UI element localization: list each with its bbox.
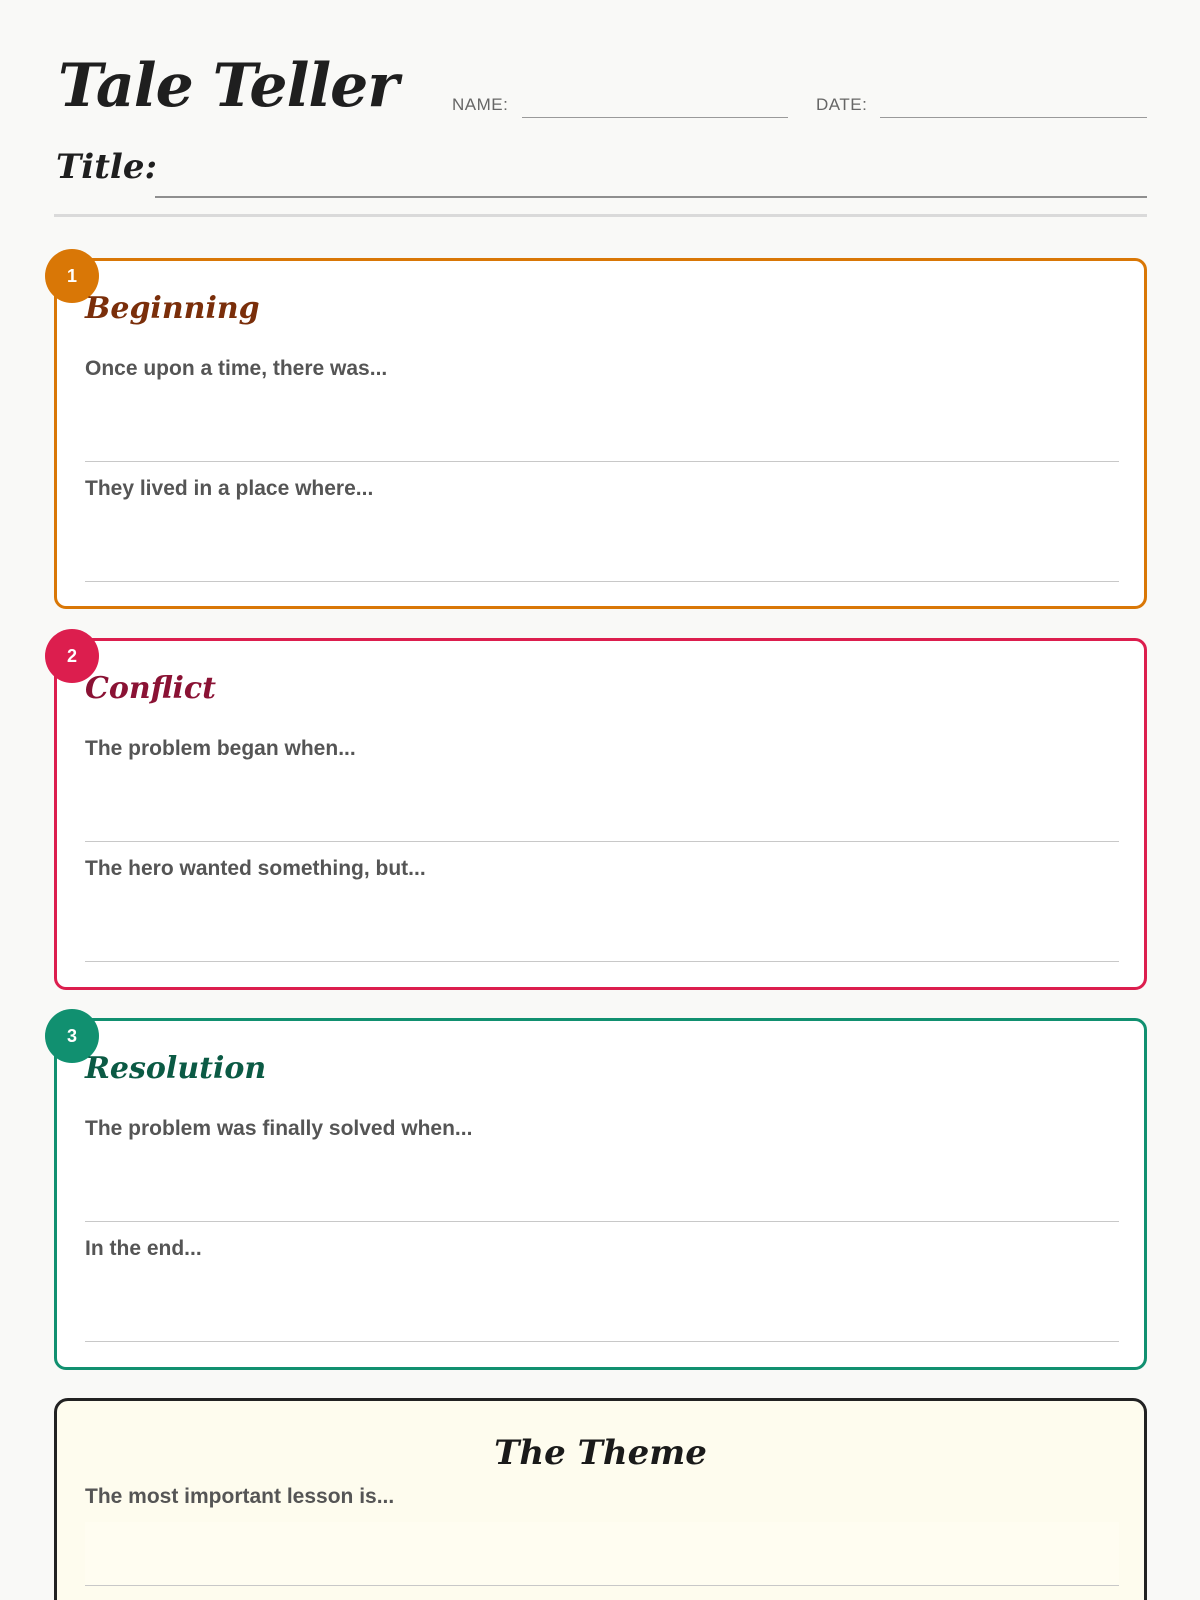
theme-answer-box[interactable] — [85, 1522, 1119, 1586]
section-title: Conflict — [85, 671, 217, 706]
app-title: Tale Teller — [58, 51, 398, 121]
section-conflict — [54, 638, 1147, 990]
prompt-text: Once upon a time, there was... — [85, 357, 388, 380]
step-badge: 3 — [45, 1009, 99, 1063]
answer-line[interactable] — [85, 461, 1119, 462]
answer-line[interactable] — [85, 1341, 1119, 1342]
title-field[interactable] — [155, 196, 1147, 198]
answer-line[interactable] — [85, 841, 1119, 842]
section-title: Beginning — [85, 291, 260, 326]
date-label: DATE: — [816, 95, 868, 114]
theme-title: The Theme — [494, 1433, 707, 1473]
title-label: Title: — [56, 147, 158, 187]
step-badge: 1 — [45, 249, 99, 303]
prompt-text: They lived in a place where... — [85, 477, 374, 500]
date-field[interactable] — [880, 117, 1147, 118]
section-beginning — [54, 258, 1147, 609]
step-badge: 2 — [45, 629, 99, 683]
section-theme — [54, 1398, 1147, 1600]
answer-line[interactable] — [85, 1221, 1119, 1222]
prompt-text: In the end... — [85, 1237, 202, 1260]
theme-prompt: The most important lesson is... — [85, 1485, 395, 1508]
name-field[interactable] — [522, 117, 788, 118]
answer-line[interactable] — [85, 961, 1119, 962]
section-resolution — [54, 1018, 1147, 1370]
header-divider — [54, 214, 1147, 217]
prompt-text: The problem was finally solved when... — [85, 1117, 473, 1140]
name-label: NAME: — [452, 95, 509, 114]
prompt-text: The hero wanted something, but... — [85, 857, 426, 880]
section-title: Resolution — [85, 1051, 267, 1086]
prompt-text: The problem began when... — [85, 737, 356, 760]
answer-line[interactable] — [85, 581, 1119, 582]
